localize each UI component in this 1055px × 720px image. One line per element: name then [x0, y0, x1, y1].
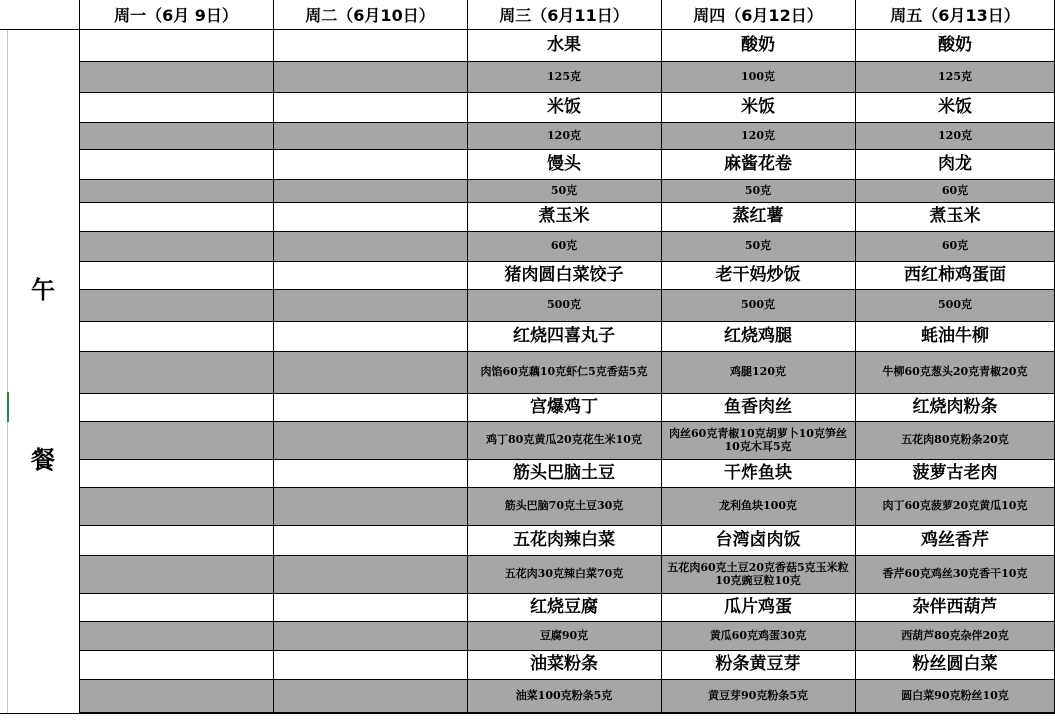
dish-cell[interactable]	[79, 322, 273, 351]
column-divider	[467, 0, 468, 714]
quantity-row	[79, 123, 1055, 150]
quantity-cell[interactable]: 500克	[547, 298, 581, 312]
quantity-cell[interactable]	[79, 62, 273, 92]
dish-cell[interactable]: 粉丝圆白菜	[912, 654, 998, 675]
dish-cell[interactable]	[79, 460, 273, 487]
column-divider	[79, 0, 80, 714]
dish-cell[interactable]: 酸奶	[741, 34, 775, 55]
quantity-cell[interactable]	[273, 622, 467, 650]
dish-cell[interactable]: 馒头	[547, 153, 581, 174]
day-header-1[interactable]: 周一（6月 9日）	[79, 0, 273, 30]
quantity-cell[interactable]: 黄瓜60克鸡蛋30克	[709, 628, 807, 642]
dish-row	[79, 394, 1055, 422]
dish-row	[79, 30, 1055, 62]
dish-cell[interactable]: 干炸鱼块	[724, 462, 792, 483]
dish-row	[79, 460, 1055, 488]
dish-cell[interactable]: 酸奶	[938, 34, 972, 55]
dish-cell[interactable]: 麻酱花卷	[724, 153, 792, 174]
dish-cell[interactable]	[79, 203, 273, 231]
dish-cell[interactable]	[79, 594, 273, 621]
dish-cell[interactable]	[273, 93, 467, 122]
dish-cell[interactable]: 米饭	[938, 96, 972, 117]
quantity-cell[interactable]	[273, 352, 467, 393]
dish-cell[interactable]: 鸡丝香芹	[921, 529, 989, 550]
dish-cell[interactable]	[273, 150, 467, 179]
dish-cell[interactable]: 粉条黄豆芽	[715, 654, 801, 675]
quantity-cell[interactable]: 豆腐90克	[539, 628, 589, 642]
quantity-cell[interactable]	[273, 290, 467, 321]
quantity-cell[interactable]: 肉馅60克藕10克虾仁5克香菇5克	[480, 365, 648, 379]
dish-cell[interactable]: 蚝油牛柳	[921, 325, 989, 346]
quantity-row	[79, 180, 1055, 203]
quantity-cell[interactable]: 50克	[744, 239, 772, 253]
quantity-cell[interactable]: 120克	[938, 128, 972, 142]
dish-row	[79, 594, 1055, 622]
quantity-cell[interactable]	[79, 232, 273, 261]
dish-row	[79, 262, 1055, 290]
quantity-cell[interactable]	[79, 352, 273, 393]
dish-cell[interactable]: 红烧四喜丸子	[513, 325, 615, 346]
corner-cell[interactable]	[0, 0, 79, 30]
quantity-cell[interactable]: 125克	[547, 69, 581, 83]
dish-cell[interactable]: 宫爆鸡丁	[530, 396, 598, 417]
quantity-cell[interactable]: 500克	[938, 298, 972, 312]
quantity-row	[79, 622, 1055, 651]
quantity-cell[interactable]: 500克	[741, 298, 775, 312]
dish-cell[interactable]: 老干妈炒饭	[715, 264, 801, 285]
quantity-cell[interactable]: 肉丝60克青椒10克胡萝卜10克笋丝10克木耳5克	[669, 426, 847, 453]
quantity-cell[interactable]: 120克	[741, 128, 775, 142]
column-divider	[855, 0, 856, 714]
dish-cell[interactable]	[273, 594, 467, 621]
row-margin	[0, 30, 8, 714]
dish-cell[interactable]: 煮玉米	[538, 206, 590, 227]
dish-row	[79, 93, 1055, 123]
dish-cell[interactable]	[273, 526, 467, 555]
dish-cell[interactable]: 油菜粉条	[530, 654, 598, 675]
dish-cell[interactable]: 鱼香肉丝	[724, 396, 792, 417]
quantity-cell[interactable]	[79, 622, 273, 650]
dish-cell[interactable]	[79, 262, 273, 289]
quantity-cell[interactable]: 西葫芦80克杂伴20克	[901, 628, 1009, 642]
day-header-4[interactable]: 周四（6月12日）	[661, 0, 855, 30]
quantity-cell[interactable]: 五花肉30克辣白菜70克	[504, 567, 624, 581]
quantity-row	[79, 556, 1055, 594]
dish-cell[interactable]: 煮玉米	[929, 206, 981, 227]
dish-cell[interactable]: 肉龙	[938, 153, 972, 174]
quantity-cell[interactable]: 100克	[741, 69, 775, 83]
dish-cell[interactable]	[273, 30, 467, 61]
quantity-cell[interactable]: 120克	[547, 128, 581, 142]
dish-cell[interactable]	[273, 460, 467, 487]
quantity-cell[interactable]	[273, 180, 467, 202]
active-row-marker	[7, 392, 9, 422]
dish-cell[interactable]: 杂伴西葫芦	[912, 596, 998, 617]
quantity-cell[interactable]: 鸡丁80克黄瓜20克花生米10克	[486, 433, 642, 447]
dish-cell[interactable]	[273, 394, 467, 421]
dish-cell[interactable]: 筋头巴脑土豆	[513, 462, 615, 483]
quantity-cell[interactable]: 50克	[550, 183, 578, 197]
dish-cell[interactable]	[79, 150, 273, 179]
quantity-cell[interactable]: 125克	[938, 69, 972, 83]
quantity-row	[79, 422, 1055, 460]
quantity-row	[79, 488, 1055, 526]
quantity-cell[interactable]: 香芹60克鸡丝30克香干10克	[882, 567, 1028, 581]
dish-cell[interactable]	[273, 651, 467, 679]
meal-label-wu: 午	[31, 274, 55, 304]
dish-cell[interactable]: 猪肉圆白菜饺子	[504, 264, 624, 285]
dish-cell[interactable]	[79, 526, 273, 555]
dish-cell[interactable]	[273, 262, 467, 289]
quantity-cell[interactable]	[79, 488, 273, 525]
quantity-row	[79, 352, 1055, 394]
day-header-3[interactable]: 周三（6月11日）	[467, 0, 661, 30]
meal-label-can: 餐	[31, 444, 55, 474]
dish-row	[79, 322, 1055, 352]
dish-cell[interactable]: 红烧豆腐	[530, 596, 598, 617]
dish-cell[interactable]: 红烧肉粉条	[912, 396, 998, 417]
dish-row	[79, 651, 1055, 680]
quantity-cell[interactable]	[273, 62, 467, 92]
quantity-cell[interactable]: 黄豆芽90克粉条5克	[708, 688, 808, 702]
dish-cell[interactable]: 台湾卤肉饭	[715, 529, 801, 550]
day-header-2[interactable]: 周二（6月10日）	[273, 0, 467, 30]
quantity-cell[interactable]	[273, 422, 467, 459]
quantity-cell[interactable]: 60克	[941, 239, 969, 253]
quantity-cell[interactable]	[273, 232, 467, 261]
quantity-cell[interactable]: 五花肉60克土豆20克香菇5克玉米粒10克豌豆粒10克	[667, 560, 849, 587]
dish-cell[interactable]	[273, 322, 467, 351]
dish-cell[interactable]: 米饭	[547, 96, 581, 117]
dish-row	[79, 526, 1055, 556]
quantity-cell[interactable]: 五花肉80克粉条20克	[901, 433, 1009, 447]
dish-cell[interactable]: 水果	[547, 34, 581, 55]
quantity-cell[interactable]: 鸡腿120克	[730, 365, 786, 379]
dish-cell[interactable]	[79, 93, 273, 122]
column-divider	[661, 0, 662, 714]
day-header-5[interactable]: 周五（6月13日）	[855, 0, 1055, 30]
quantity-cell[interactable]: 牛柳60克葱头20克青椒20克	[882, 365, 1028, 379]
dish-cell[interactable]	[79, 394, 273, 421]
quantity-cell[interactable]: 60克	[550, 239, 578, 253]
quantity-cell[interactable]	[79, 680, 273, 712]
dish-cell[interactable]	[79, 651, 273, 679]
quantity-row	[79, 290, 1055, 322]
table-bottom-border	[0, 713, 1055, 714]
quantity-cell[interactable]	[79, 556, 273, 593]
dish-cell[interactable]: 瓜片鸡蛋	[724, 596, 792, 617]
quantity-cell[interactable]: 筋头巴脑70克土豆30克	[504, 499, 624, 513]
quantity-cell[interactable]: 圆白菜90克粉丝10克	[901, 688, 1009, 702]
dish-row	[79, 150, 1055, 180]
column-divider	[273, 0, 274, 714]
quantity-cell[interactable]	[79, 180, 273, 202]
quantity-cell[interactable]: 60克	[941, 183, 969, 197]
quantity-cell[interactable]: 油菜100克粉条5克	[515, 688, 613, 702]
dish-cell[interactable]: 五花肉辣白菜	[513, 529, 615, 550]
dish-row	[79, 203, 1055, 232]
quantity-cell[interactable]: 肉丁60克菠萝20克黄瓜10克	[882, 499, 1028, 513]
dish-cell[interactable]: 菠萝古老肉	[912, 462, 998, 483]
quantity-cell[interactable]: 50克	[744, 183, 772, 197]
quantity-cell[interactable]	[273, 680, 467, 712]
dish-cell[interactable]: 蒸红薯	[732, 206, 784, 227]
quantity-cell[interactable]	[273, 123, 467, 149]
quantity-cell[interactable]	[273, 488, 467, 525]
quantity-cell[interactable]	[79, 123, 273, 149]
dish-cell[interactable]: 米饭	[741, 96, 775, 117]
dish-cell[interactable]	[273, 203, 467, 231]
dish-cell[interactable]	[79, 30, 273, 61]
quantity-row	[79, 62, 1055, 93]
quantity-cell[interactable]: 龙利鱼块100克	[719, 499, 797, 513]
dish-cell[interactable]: 西红柿鸡蛋面	[904, 264, 1006, 285]
quantity-cell[interactable]	[79, 290, 273, 321]
quantity-row	[79, 232, 1055, 262]
quantity-cell[interactable]	[273, 556, 467, 593]
quantity-cell[interactable]	[79, 422, 273, 459]
quantity-row	[79, 680, 1055, 713]
dish-cell[interactable]: 红烧鸡腿	[724, 325, 792, 346]
